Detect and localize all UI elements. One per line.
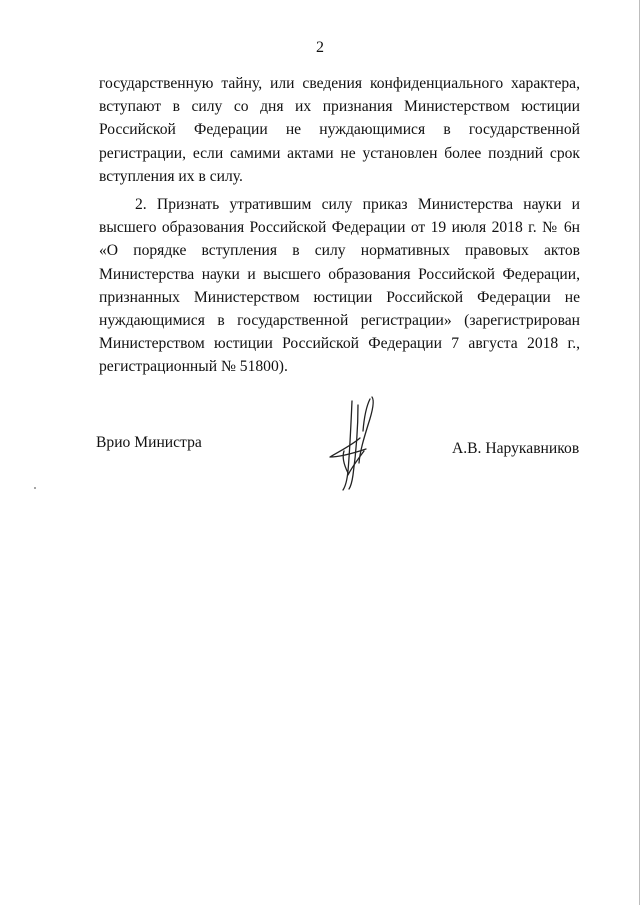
handwritten-signature-icon (322, 393, 384, 493)
paragraph-continuation: государственную тайну, или сведения конфиденциального характера, вступают в силу со дня их признания Министерством юстиции Российской Федерации не нуждающимися в государственной регистрации, если самими актами не установлен более поздний срок вступления их в силу. (99, 75, 580, 185)
scan-speck (34, 487, 36, 489)
signatory-role: Врио Министра (96, 434, 202, 451)
page-number: 2 (316, 39, 324, 56)
document-body (99, 72, 580, 379)
signatory-name: А.В. Нарукавников (452, 440, 580, 457)
paragraph-item-2: 2. Признать утратившим силу приказ Министерства науки и высшего образования Российской Федерации от 19 июля 2018 г. № 6н «О порядке вступления в силу нормативных правовых актов Министерства науки и высшего образования Российской Федерации, признанных Министерством юстиции Российской Федерации не нуждающимися в государственной регистрации» (зарегистрирован Министерством юстиции Российской Федерации 7 августа 2018 г., регистрационный № 51800). (99, 196, 580, 376)
